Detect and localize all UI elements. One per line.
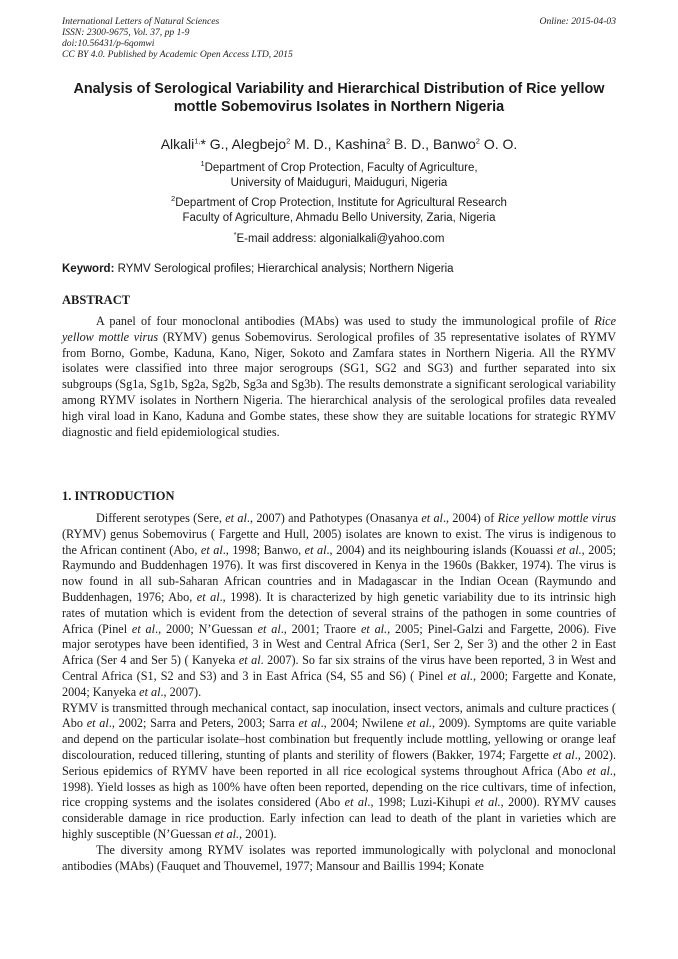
intro-paragraph: RYMV is transmitted through mechanical contact, sap inoculation, insect vectors, animals and culture practices ( Abo et al., 2002; Sarra and Peters, 2003; Sarra et al., 2004; Nwilene et al., 2009). Symptoms are quite variable and depend on the particular isolate–host combination but frequently include mottling, yellowing or orange leaf discolouration, reduced tillering, stunting of plants and sterility of flowers (Bakker, 1974; Fargette et al., 2002). Serious epidemics of RYMV have been reported in all rice ecological systems throughout Africa (Abo et al., 1998). Yield losses as high as 100% have often been reported, depending on the rice cultivars, time of infection, rice cropping systems and the isolates considered (Abo et al., 1998; Luzi-Kihupi et al., 2000). RYMV causes considerable damage in rice production. Early infection can lead to death of the plant in varieties which are highly susceptible (N’Guessan et al., 2001). [62, 700, 616, 841]
abstract-heading: ABSTRACT [62, 293, 131, 307]
journal-name: International Letters of Natural Sciences [62, 16, 220, 27]
journal-license: CC BY 4.0. Published by Academic Open Access LTD, 2015 [62, 49, 293, 60]
introduction-heading: 1. INTRODUCTION [62, 489, 175, 503]
intro-paragraph: The diversity among RYMV isolates was reported immunologically with polyclonal and monoclonal antibodies (MAbs) (Fauquet and Thouvemel, 1977; Mansour and Baillis 1994; Konate [62, 842, 616, 873]
keyword-label: Keyword: [62, 263, 115, 275]
author: Kashina$^2$ B. D., [335, 136, 433, 152]
journal-header [62, 16, 616, 60]
abstract-body: A panel of four monoclonal antibodies (MAbs) was used to study the immunological profile of Rice yellow mottle virus (RYMV) genus Sobemovirus. Serological profiles of 35 representative isolates of RYMV from Borno, Gombe, Kaduna, Kano, Niger, Sokoto and Zamfara states in Northern Nigeria. All the RYMV isolates were classified into three major serogroups (SG1, SG2 and SG3) and further separated into six subgroups (Sg1a, Sg1b, Sg2a, Sg2b, Sg3a and Sg3b). The results demonstrate a significant serological variability among RYMV isolates in Northern Nigeria. The hierarchical analysis of the serological profiles data revealed high viral load in Kano, Kaduna and Gombe states, these show they are suitable locations for strategic RYMV diagnostic and field epidemiological studies. [62, 314, 617, 439]
journal-doi: doi:10.56431/p-6qomwi [62, 38, 155, 49]
affiliation-2: $^2$Department of Crop Protection, Institute for Agricultural Research Faculty of Agriculture, Ahmadu Bello University, Zaria, Nigeria [171, 194, 507, 224]
corresponding-email: *E-mail address: algonialkali@yahoo.com [233, 230, 445, 245]
intro-paragraph: Different serotypes (Sere, et al., 2007) and Pathotypes (Onasanya et al., 2004) of Rice yellow mottle virus (RYMV) genus Sobemovirus ( Fargette and Hull, 2005) isolates are known to exist. The virus is indigenous to the African continent (Abo, et al., 1998; Banwo, et al., 2004) and its neighbouring islands (Kouassi et al., 2005; Raymundo and Buddenhagen 1976). It was first discovered in Kenya in the 1960s (Bakker, 1974). The virus is now found in all sub-Saharan African countries and in Madagascar in the Indian Ocean (Raymundo and Buddenhagen, 1976; Abo, et al., 1998). It is characterized by high genetic variability due to its intrinsic high rates of mutation which is evident from the detection of several strains of the pathogen in some countries of Africa (Pinel et al., 2000; N’Guessan et al., 2001; Traore et al., 2005; Pinel-Galzi and Fargette, 2006). Five major serotypes have been identified, 3 in West and Central Africa (Ser1, Ser 2, Ser 3) and the other 2 in East Africa (Ser 4 and Ser 5) ( Kanyeka et al. 2007). So far six strains of the virus have been reported, 3 in West and Central Africa (S1, S2 and S3) and 3 in East Africa (S4, S5 and S6) ( Pinel et al., 2000; Fargette and Konate, 2004; Kanyeka et al., 2007). [62, 511, 617, 699]
affiliation-1: $^1$Department of Crop Protection, Faculty of Agriculture, University of Maiduguri, Maiduguri, Nigeria [200, 159, 478, 189]
introduction-body [62, 511, 616, 874]
author-list [62, 135, 616, 153]
paper-title: Analysis of Serological Variability and Hierarchical Distribution of Rice yellow mottle Sobemovirus Isolates in Northern Nigeria [73, 81, 605, 115]
keywords [62, 262, 616, 277]
keyword-text: RYMV Serological profiles; Hierarchical analysis; Northern Nigeria [114, 263, 454, 275]
journal-issn: ISSN: 2300-9675, Vol. 37, pp 1-9 [62, 27, 190, 38]
author: Alegbejo$^2$ M. D., [231, 136, 336, 152]
online-date: Online: 2015-04-03 [539, 16, 616, 27]
author: Alkali$^{1,}$* G., [160, 136, 232, 152]
author: Banwo$^2$ O. O. [432, 136, 518, 152]
